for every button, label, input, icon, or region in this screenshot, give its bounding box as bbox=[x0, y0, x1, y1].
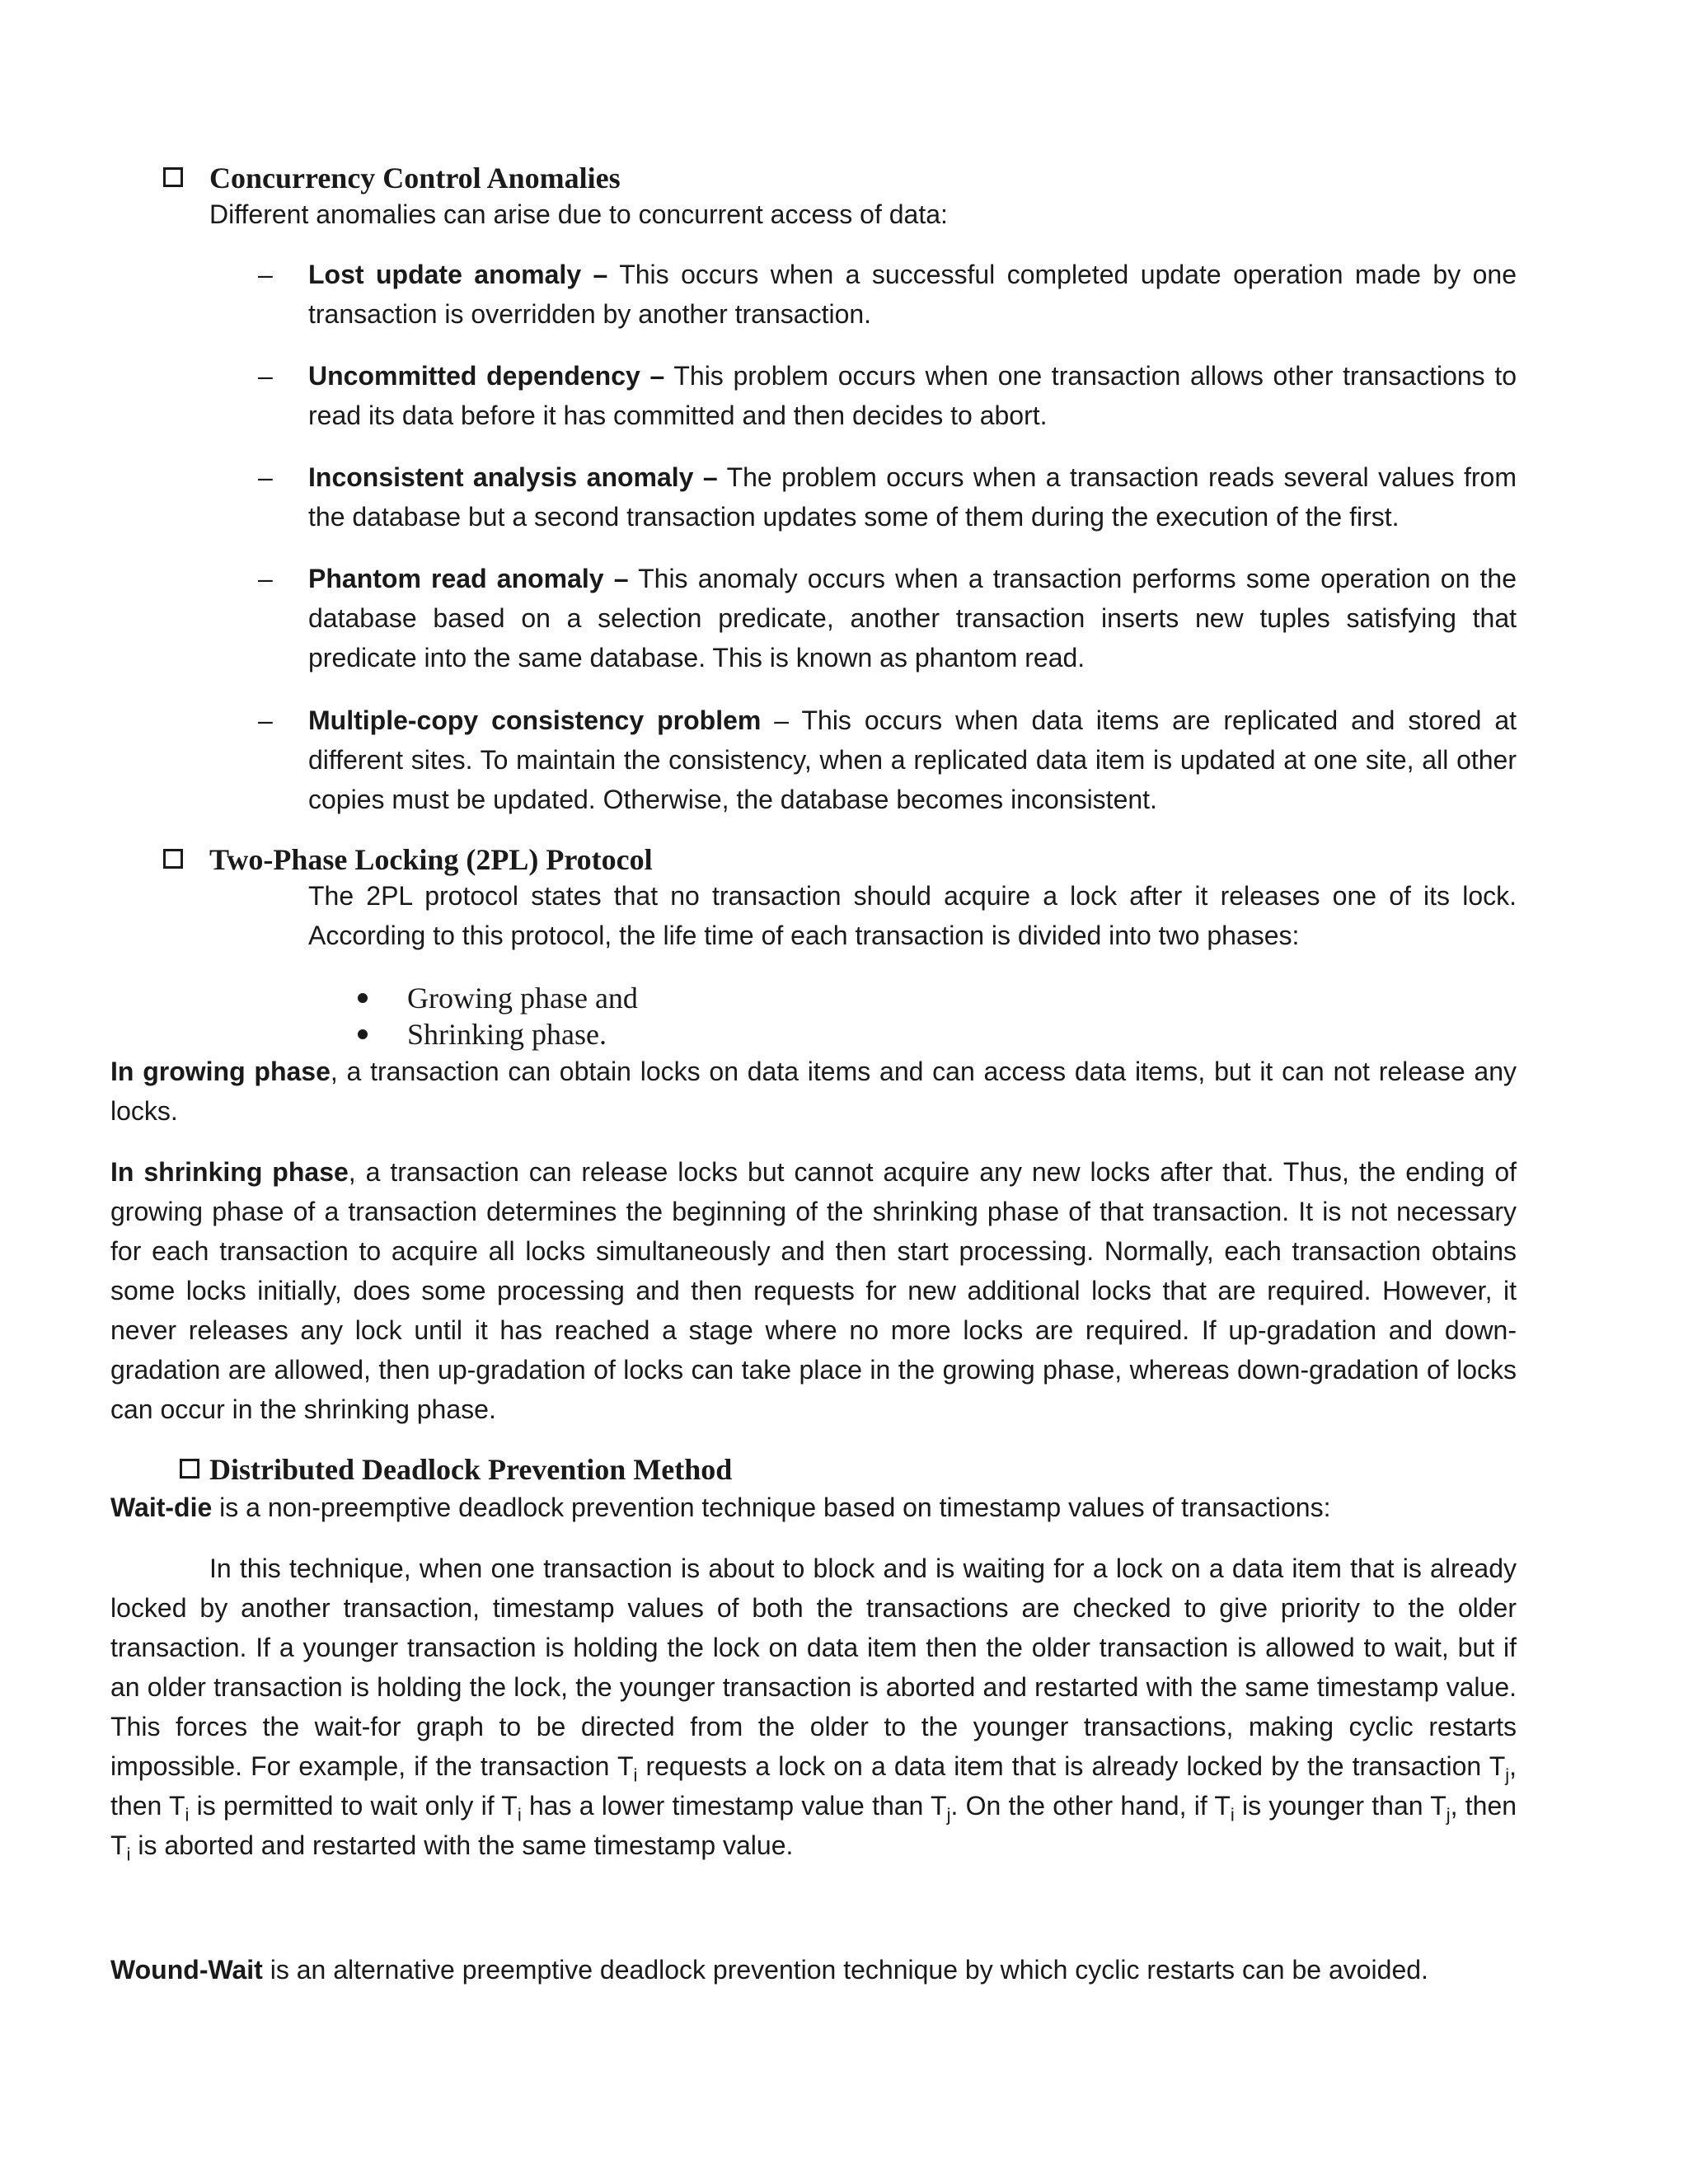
phase-item: Shrinking phase. bbox=[407, 1018, 607, 1051]
bullet-icon bbox=[358, 1029, 368, 1039]
section-heading-concurrency: Concurrency Control Anomalies bbox=[209, 162, 621, 194]
dash-bullet-icon: – bbox=[258, 361, 273, 391]
text-run: T bbox=[1214, 1791, 1231, 1821]
subscript: i bbox=[517, 1804, 522, 1825]
text-run: , then bbox=[1450, 1791, 1517, 1821]
text-run: requests a lock on a data item that is already locked by the transaction bbox=[637, 1751, 1489, 1781]
text-run: T bbox=[1430, 1791, 1447, 1821]
text-run: T bbox=[501, 1791, 518, 1821]
list-item bbox=[308, 356, 1517, 435]
text-run: T bbox=[110, 1830, 127, 1860]
dash-bullet-icon: – bbox=[258, 564, 273, 593]
phase-item: Growing phase and bbox=[407, 982, 638, 1015]
list-item-text: This occurs when a successful completed update operation made by one transaction is overridden by another transaction. bbox=[308, 260, 1517, 329]
shrinking-phase-paragraph bbox=[110, 1152, 1517, 1429]
text-run: is aborted and restarted with the same timestamp value. bbox=[130, 1830, 794, 1860]
subscript: i bbox=[1230, 1804, 1235, 1825]
list-item-text: The problem occurs when a transaction reads several values from the database but a second transaction updates some of them during the execution of the first. bbox=[308, 462, 1517, 532]
text-run: is younger than bbox=[1234, 1791, 1431, 1821]
subscript: j bbox=[1505, 1765, 1510, 1786]
text-run: In this technique, when one transaction is about to block and is waiting for a lock on a data item that is already locked by another transaction, timestamp values of both the transactions are checked to give priority to the older transaction. If a younger transaction is holding the lock on data item then the older transaction is allowed to wait, but if an older transaction is holding the lock, the younger transaction is aborted and restarted with the same timestamp value. This forces the wait-for graph to be directed from the older to the younger transactions, making cyclic restarts impossible. For example, if the transaction bbox=[110, 1554, 1517, 1781]
list-item-term: Multiple-copy consistency problem bbox=[308, 705, 762, 735]
growing-phase-term: In growing phase bbox=[110, 1057, 331, 1086]
section-heading-2pl: Two-Phase Locking (2PL) Protocol bbox=[209, 843, 653, 876]
growing-phase-paragraph bbox=[110, 1052, 1517, 1131]
subscript: i bbox=[126, 1844, 131, 1865]
list-item-text: This anomaly occurs when a transaction performs some operation on the database based on a selection predicate, another transaction inserts new tuples satisfying that predicate into the same database. This is known as phantom read. bbox=[308, 564, 1517, 673]
wait-die-paragraph bbox=[110, 1488, 1330, 1527]
section-intro: Different anomalies can arise due to concurrent access of data: bbox=[209, 199, 948, 229]
subscript: i bbox=[633, 1765, 638, 1786]
wound-wait-text: is an alternative preemptive deadlock prevention technique by which cyclic restarts can be avoided. bbox=[262, 1955, 1428, 1985]
bullet-icon bbox=[358, 993, 368, 1003]
dash-bullet-icon: – bbox=[258, 462, 273, 492]
list-item-term: Inconsistent analysis anomaly – bbox=[308, 462, 718, 492]
dash-bullet-icon: – bbox=[258, 705, 273, 735]
text-run: is permitted to wait only if bbox=[189, 1791, 502, 1821]
subscript: j bbox=[946, 1804, 951, 1825]
dash-bullet-icon: – bbox=[258, 260, 273, 289]
text-run: T bbox=[1489, 1751, 1506, 1781]
list-item bbox=[308, 255, 1517, 334]
wait-die-term: Wait-die bbox=[110, 1493, 213, 1522]
list-item bbox=[308, 559, 1517, 677]
text-run: has a lower timestamp value than bbox=[521, 1791, 931, 1821]
checkbox-bullet-icon bbox=[163, 849, 183, 869]
list-item-text: – This occurs when data items are replicated and stored at different sites. To maintain the consistency, when a replicated data item is updated at one site, all other copies must be updated. Otherwise, the database becomes inconsistent. bbox=[308, 705, 1517, 814]
list-item-term: Lost update anomaly – bbox=[308, 260, 608, 289]
text-run: T bbox=[168, 1791, 185, 1821]
section-heading-deadlock: Distributed Deadlock Prevention Method bbox=[209, 1453, 733, 1486]
subscript: j bbox=[1446, 1804, 1451, 1825]
list-item bbox=[308, 457, 1517, 537]
text-run: T bbox=[931, 1791, 947, 1821]
wait-die-text: is a non-preemptive deadlock prevention technique based on timestamp values of transactions: bbox=[212, 1493, 1331, 1522]
growing-phase-text: , a transaction can obtain locks on data items and can access data items, but it can not release any locks. bbox=[110, 1057, 1517, 1126]
section-intro: The 2PL protocol states that no transaction should acquire a lock after it releases one of its lock. According to this protocol, the life time of each transaction is divided into two phases: bbox=[308, 881, 1517, 950]
list-item-term: Uncommitted dependency – bbox=[308, 361, 665, 391]
text-run: , then bbox=[110, 1751, 1517, 1821]
shrinking-phase-term: In shrinking phase bbox=[110, 1157, 349, 1187]
text-run: . On the other hand, if bbox=[950, 1791, 1215, 1821]
checkbox-bullet-icon bbox=[180, 1459, 199, 1479]
wound-wait-term: Wound-Wait bbox=[110, 1955, 263, 1985]
list-item-text: This problem occurs when one transaction allows other transactions to read its data before it has committed and then decides to abort. bbox=[308, 361, 1517, 430]
wound-wait-paragraph bbox=[110, 1950, 1428, 1990]
list-item bbox=[308, 701, 1517, 819]
subscript: i bbox=[185, 1804, 190, 1825]
text-run: T bbox=[617, 1751, 634, 1781]
wait-die-detail-paragraph bbox=[110, 1549, 1517, 1865]
checkbox-bullet-icon bbox=[163, 167, 183, 187]
list-item-term: Phantom read anomaly – bbox=[308, 564, 629, 593]
shrinking-phase-text: , a transaction can release locks but cannot acquire any new locks after that. Thus, the ending of growing phase of a transaction determines the beginning of the shrinking phase of that transaction. It is not necessary for each transaction to acquire all locks simultaneously and then start processing. Normally, each transaction obtains some locks initially, does some processing and then requests for new additional locks that are required. However, it never releases any lock until it has reached a stage where no more locks are required. If up-gradation and down-gradation are allowed, then up-gradation of locks can take place in the growing phase, whereas down-gradation of locks can occur in the shrinking phase. bbox=[110, 1157, 1517, 1424]
